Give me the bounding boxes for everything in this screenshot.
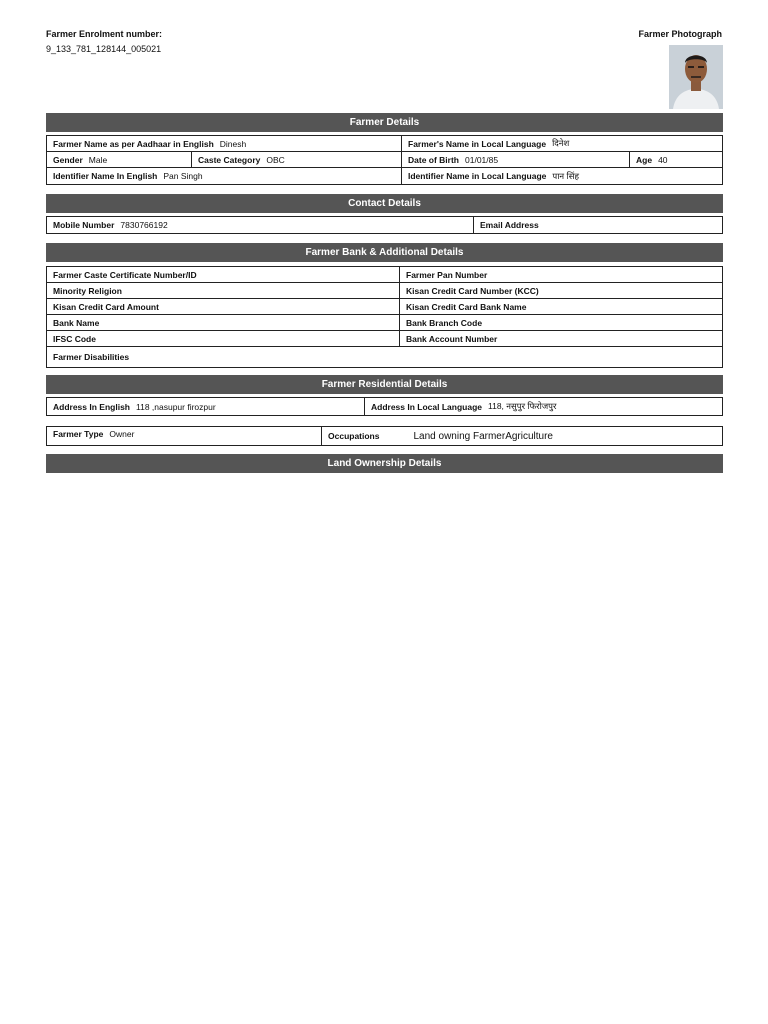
residential-details-table [46, 397, 723, 416]
kcc-bank-name-cell [400, 299, 722, 314]
caste-certificate-label: Farmer Caste Certificate Number/ID [53, 269, 197, 280]
kcc-bank-name-label: Kisan Credit Card Bank Name [406, 301, 527, 312]
farmer-photograph-label: Farmer Photograph [638, 29, 722, 39]
bank-name-label: Bank Name [53, 317, 100, 328]
occupations-cell [322, 427, 722, 445]
farmer-photograph [669, 45, 723, 109]
minority-religion-cell [47, 283, 400, 298]
bank-details-header: Farmer Bank & Additional Details [46, 243, 723, 262]
caste-certificate-cell [47, 267, 400, 282]
email-address-cell [474, 217, 722, 233]
kcc-number-cell [400, 283, 722, 298]
mobile-number-label: Mobile Number [53, 220, 115, 230]
age-label: Age [636, 154, 653, 165]
branch-code-label: Bank Branch Code [406, 317, 483, 328]
ifsc-code-cell [47, 331, 400, 346]
occupation-table [46, 426, 723, 446]
farmer-type-value: Owner [109, 429, 135, 439]
disabilities-cell [47, 347, 722, 367]
date-of-birth-value: 01/01/85 [465, 154, 499, 165]
address-local-label: Address In Local Language [371, 401, 482, 412]
enrolment-number-label: Farmer Enrolment number: [46, 29, 163, 39]
caste-category-cell [192, 152, 402, 167]
identifier-local-cell [402, 168, 722, 184]
mobile-number-cell [47, 217, 474, 233]
name-local-label: Farmer's Name in Local Language [408, 138, 547, 149]
account-number-label: Bank Account Number [406, 333, 498, 344]
pan-number-cell [400, 267, 722, 282]
gender-label: Gender [53, 154, 83, 165]
disabilities-label: Farmer Disabilities [53, 352, 130, 362]
gender-value: Male [88, 154, 108, 165]
kcc-amount-cell [47, 299, 400, 314]
account-number-cell [400, 331, 722, 346]
identifier-english-label: Identifier Name In English [53, 171, 158, 181]
name-english-value: Dinesh [219, 138, 247, 149]
email-address-label: Email Address [480, 220, 539, 230]
address-english-value: 118 ,nasupur firozpur [136, 401, 216, 412]
land-ownership-header: Land Ownership Details [46, 454, 723, 473]
identifier-english-cell [47, 168, 402, 184]
kcc-number-label: Kisan Credit Card Number (KCC) [406, 285, 539, 296]
gender-cell [47, 152, 192, 167]
caste-category-value: OBC [266, 154, 285, 165]
mobile-number-value: 7830766192 [120, 220, 168, 230]
farmer-details-header: Farmer Details [46, 113, 723, 132]
farmer-type-cell [47, 427, 322, 445]
age-cell [630, 152, 722, 167]
minority-religion-label: Minority Religion [53, 285, 122, 296]
farmer-type-label: Farmer Type [53, 429, 104, 439]
bank-name-cell [47, 315, 400, 330]
name-english-cell [47, 136, 402, 151]
contact-details-header: Contact Details [46, 194, 723, 213]
bank-details-table [46, 266, 723, 368]
farmer-photo-image [669, 45, 723, 109]
age-value: 40 [658, 154, 668, 165]
address-english-cell [47, 398, 365, 415]
enrolment-number-value: 9_133_781_128144_005021 [46, 44, 162, 54]
contact-details-table [46, 216, 723, 234]
address-local-cell [365, 398, 722, 415]
farmer-details-table [46, 135, 723, 185]
branch-code-cell [400, 315, 722, 330]
occupations-label: Occupations [328, 431, 380, 441]
date-of-birth-cell [402, 152, 630, 167]
occupations-value: Land owning FarmerAgriculture [413, 430, 553, 442]
address-english-label: Address In English [53, 401, 130, 412]
identifier-local-label: Identifier Name in Local Language [408, 171, 547, 181]
pan-number-label: Farmer Pan Number [406, 269, 488, 280]
caste-category-label: Caste Category [198, 154, 261, 165]
identifier-english-value: Pan Singh [163, 171, 203, 181]
kcc-amount-label: Kisan Credit Card Amount [53, 301, 159, 312]
name-local-cell [402, 136, 722, 151]
date-of-birth-label: Date of Birth [408, 154, 459, 165]
name-english-label: Farmer Name as per Aadhaar in English [53, 138, 214, 149]
address-local-value: 118, नसुपुर फिरोजपुर [488, 401, 557, 411]
ifsc-code-label: IFSC Code [53, 333, 96, 344]
residential-details-header: Farmer Residential Details [46, 375, 723, 394]
name-local-value: दिनेश [552, 138, 570, 148]
identifier-local-value: पान सिंह [552, 170, 579, 181]
